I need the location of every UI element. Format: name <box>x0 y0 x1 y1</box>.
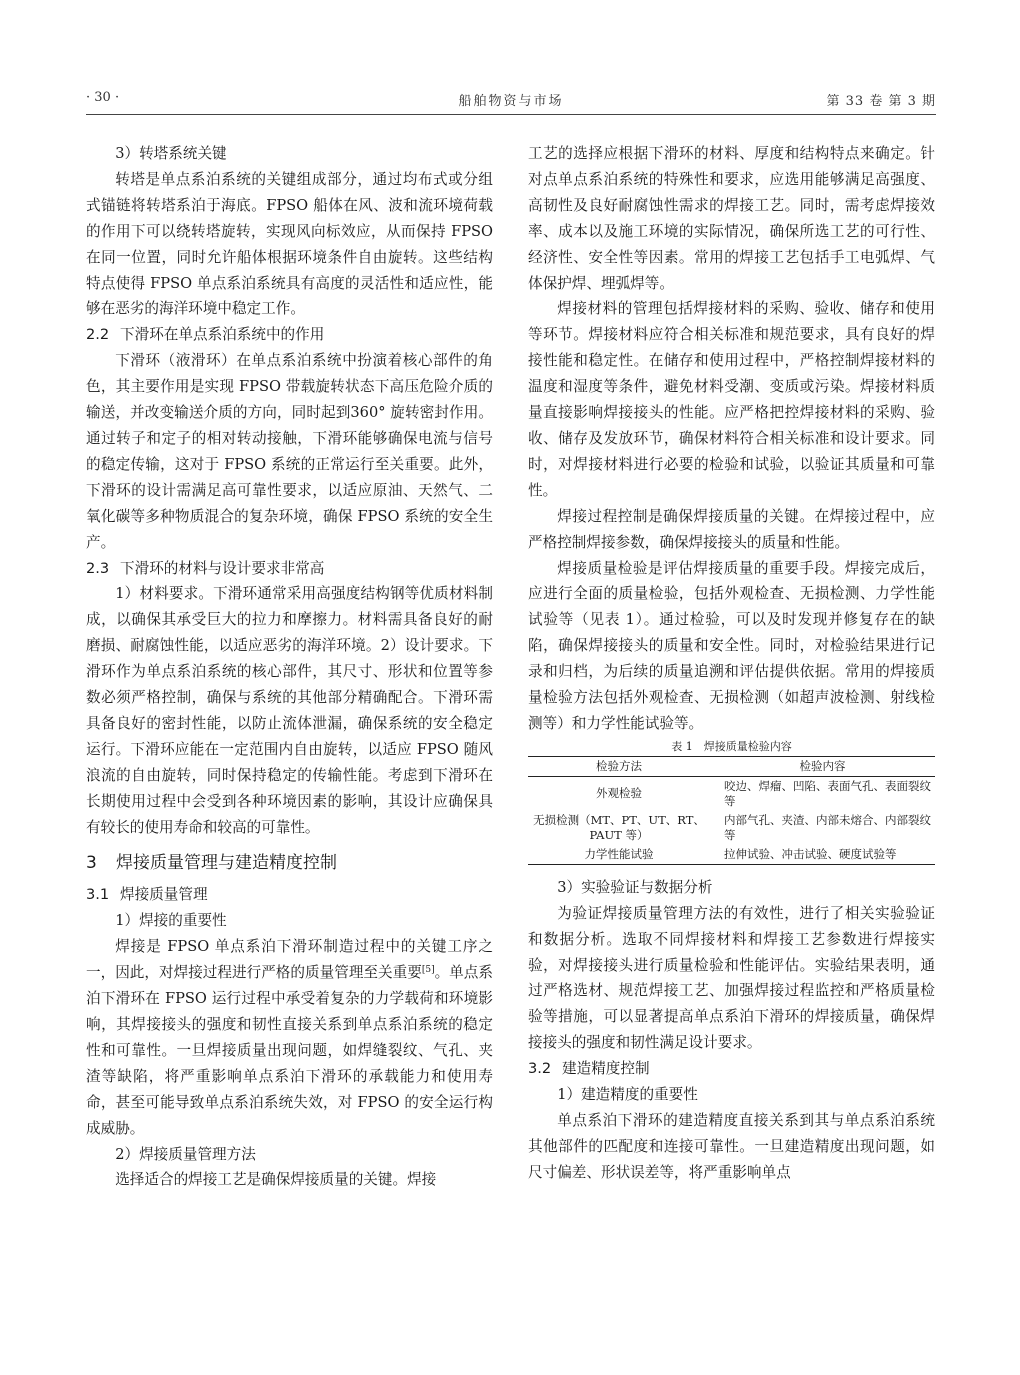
right-column <box>528 141 935 1186</box>
section-2-3-number: 2.3 <box>86 559 110 577</box>
table-cell-method: 无损检测（MT、PT、UT、RT、PAUT 等） <box>533 812 705 842</box>
section-3-2-heading <box>528 1056 935 1082</box>
paragraph-process-control: 焊接过程控制是确保焊接质量的关键。在焊接过程中，应严格控制焊接参数，确保焊接接头的质量和性能。 <box>528 507 935 551</box>
volume-issue: 第 33 卷 第 3 期 <box>826 94 936 109</box>
section-3-number: 3 <box>86 853 97 874</box>
subheading-precision-importance: 1）建造精度的重要性 <box>557 1086 698 1104</box>
table-cell-method: 力学性能试验 <box>584 846 654 861</box>
paragraph-turret: 转塔是单点系泊系统的关键组成部分，通过均布式或分组式锚链将转塔系泊于海底。FPSO 船体在风、波和流环境荷载的作用下可以绕转塔旋转，实现风向标效应，从而保持 FPSO 在同一位置，同时允许船体根据环境条件自由旋转。这些结构特点使得 FPSO 单点系泊系统具有高度的灵活性和适应性，能够在恶劣的海洋环境中稳定工作。 <box>86 170 493 318</box>
section-2-2-number: 2.2 <box>86 326 110 344</box>
table-header-row <box>528 756 935 776</box>
subheading-experiment: 3）实验验证与数据分析 <box>557 878 713 896</box>
section-2-3-title: 下滑环的材料与设计要求非常高 <box>120 559 325 577</box>
paragraph-slip-ring-role: 下滑环（液滑环）在单点系泊系统中扮演着核心部件的角色，其主要作用是实现 FPSO 带载旋转状态下高压危险介质的输送，并改变输送介质的方向，同时起到360° 旋转密封作用。通过转子和定子的相对转动接触，下滑环能够确保电流与信号的稳定传输，这对于 FPSO 系统的正常运行至关重要。此外，下滑环的设计需满足高可靠性要求，以适应原油、天然气、二氧化碳等多种物质混合的复杂环境，确保 FPSO 系统的安全生产。 <box>86 352 493 551</box>
table-cell-content: 咬边、焊瘤、凹陷、表面气孔、表面裂纹等 <box>724 778 931 808</box>
paragraph-welding-materials: 焊接材料的管理包括焊接材料的采购、验收、储存和使用等环节。焊接材料应符合相关标准和规范要求，具有良好的焊接性能和稳定性。在储存和使用过程中，严格控制焊接材料的温度和湿度等条件，避免材料受潮、变质或污染。焊接材料质量直接影响焊接接头的性能。应严格把控焊接材料的采购、验收、储存及发放环节，确保材料符合相关标准和设计要求。同时，对焊接材料进行必要的检验和试验，以验证其质量和可靠性。 <box>528 300 935 499</box>
subheading-welding-importance: 1）焊接的重要性 <box>115 912 227 930</box>
section-3-1-title: 焊接质量管理 <box>120 886 208 904</box>
section-3-1-heading <box>86 882 493 908</box>
section-3-2-title: 建造精度控制 <box>562 1060 650 1078</box>
paragraph-welding-importance <box>86 934 493 1141</box>
table-row <box>528 776 935 811</box>
section-2-3-heading <box>86 556 493 582</box>
section-3-2-number: 3.2 <box>528 1060 552 1078</box>
running-header <box>86 88 936 115</box>
subheading-turret: 3）转塔系统关键 <box>115 145 227 162</box>
table-1 <box>528 756 935 865</box>
paragraph-material-design: 1）材料要求。下滑环通常采用高强度结构钢等优质材料制成，以确保其承受巨大的拉力和摩擦力。材料需具备良好的耐磨损、耐腐蚀性能，以适应恶劣的海洋环境。2）设计要求。下滑环作为单点系泊系统的核心部件，其尺寸、形状和位置等参数必须严格控制，确保与系统的其他部分精确配合。下滑环需具备良好的密封性能，以防止流体泄漏，确保系统的安全稳定运行。下滑环应能在一定范围内自由旋转，以适应 FPSO 随风浪流的自由旋转，同时保持稳定的传输性能。考虑到下滑环在长期使用过程中会受到各种环境因素的影响，其设计应确保具有较长的使用寿命和较高的可靠性。 <box>86 585 493 836</box>
section-3-heading <box>86 849 493 877</box>
section-3-title: 焊接质量管理与建造精度控制 <box>116 853 337 874</box>
page-number: · 30 · <box>86 90 120 105</box>
welding-importance-text-2: 。单点系泊下滑环在 FPSO 运行过程中承受着复杂的力学载荷和环境影响，其焊接接头的强度和韧性直接关系到单点系泊系统的稳定性和可靠性。一旦焊接质量出现问题，如焊缝裂纹、气孔、夹渣等缺陷，将严重影响单点系泊下滑环的承载能力和使用寿命，甚至可能导致单点系泊系统失效，对 FPSO 的安全运行构成威胁。 <box>86 964 493 1137</box>
paragraph-welding-process-start: 选择适合的焊接工艺是确保焊接质量的关键。焊接 <box>115 1171 437 1189</box>
table-cell-content: 拉伸试验、冲击试验、硬度试验等 <box>724 846 897 861</box>
paragraph-experiment: 为验证焊接质量管理方法的有效性，进行了相关实验验证和数据分析。选取不同焊接材料和焊接工艺参数进行焊接实验，对焊接接头进行质量检验和性能评估。实验结果表明，通过严格选材、规范焊接工艺、加强焊接过程监控和严格质量检验等措施，可以显著提高单点系泊下滑环的焊接质量，确保焊接接头的强度和韧性满足设计要求。 <box>528 904 935 1052</box>
table-row <box>528 811 935 845</box>
paragraph-precision-importance: 单点系泊下滑环的建造精度直接关系到其与单点系泊系统其他部件的匹配度和连接可靠性。一旦建造精度出现问题，如尺寸偏差、形状误差等，将严重影响单点 <box>528 1112 935 1181</box>
table-row <box>528 845 935 865</box>
welding-importance-text-1: 焊接是 FPSO 单点系泊下滑环制造过程中的关键工序之一，因此，对焊接过程进行严格的质量管理至关重要 <box>86 938 493 982</box>
reference-5: [5] <box>421 965 435 976</box>
table-header-method: 检验方法 <box>528 756 710 776</box>
paragraph-welding-process-cont: 工艺的选择应根据下滑环的材料、厚度和结构特点来确定。针对点单点系泊系统的特殊性和要求，应选用能够满足高强度、高韧性及良好耐腐蚀性需求的焊接工艺。同时，需考虑焊接效率、成本以及施工环境的实际情况，确保所选工艺的可行性、经济性、安全性等因素。常用的焊接工艺包括手工电弧焊、气体保护焊、埋弧焊等。 <box>528 145 935 292</box>
table-header-content: 检验内容 <box>710 756 935 776</box>
table-cell-method: 外观检验 <box>596 786 642 801</box>
section-2-2-heading <box>86 322 493 348</box>
journal-name: 船舶物资与市场 <box>458 94 564 109</box>
table-1-caption: 表 1 焊接质量检验内容 <box>671 739 792 753</box>
section-2-2-title: 下滑环在单点系泊系统中的作用 <box>120 326 325 344</box>
table-cell-content: 内部气孔、夹渣、内部未熔合、内部裂纹等 <box>724 812 931 842</box>
subheading-welding-methods: 2）焊接质量管理方法 <box>115 1145 256 1163</box>
section-3-1-number: 3.1 <box>86 886 110 904</box>
left-column <box>86 141 493 1193</box>
paragraph-quality-inspection: 焊接质量检验是评估焊接质量的重要手段。焊接完成后，应进行全面的质量检验，包括外观检查、无损检测、力学性能试验等（见表 1）。通过检验，可以及时发现并修复存在的缺陷，确保焊接接头的质量和安全性。同时，对检验结果进行记录和归档，为后续的质量追溯和评估提供依据。常用的焊接质量检验方法包括外观检查、无损检测（如超声波检测、射线检测等）和力学性能试验等。 <box>528 559 935 732</box>
